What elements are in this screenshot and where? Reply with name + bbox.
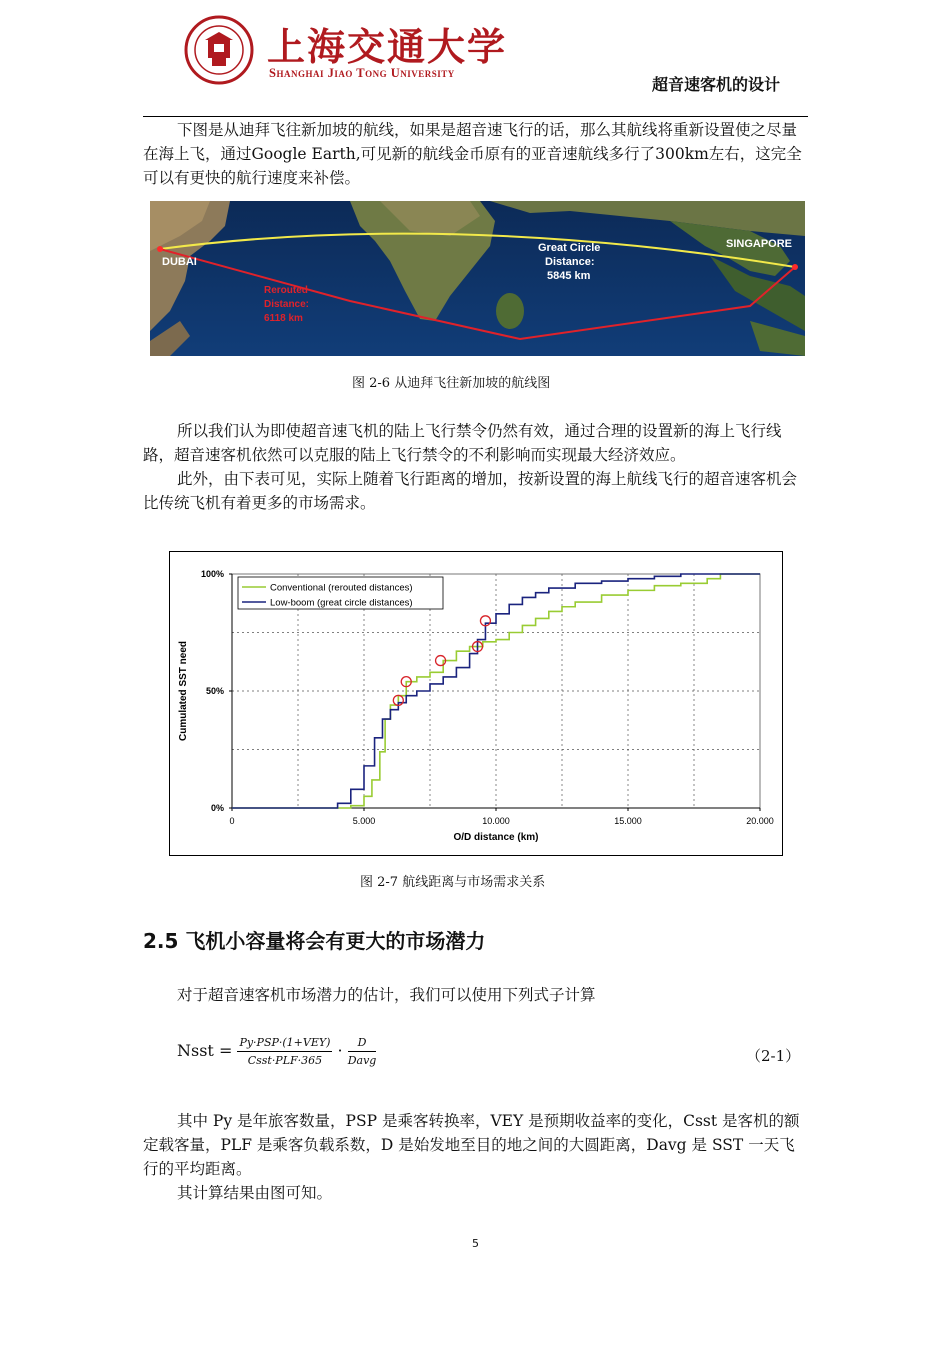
formula-numerator-1: Py·PSP·(1+VEY) bbox=[237, 1036, 332, 1052]
formula-numerator-2: D bbox=[348, 1036, 377, 1052]
formula-fraction-2 bbox=[348, 1036, 377, 1067]
university-name-cn: 上海交通大学 bbox=[267, 24, 508, 69]
formula-dot: · bbox=[337, 1041, 343, 1060]
paragraph-1-text: 下图是从迪拜飞往新加坡的航线，如果是超音速飞行的话，那么其航线将重新设置使之尽量在海上飞，通过Google Earth,可见新的航线金币原有的亚音速航线多行了300km左右，这完全可以有更快的航行速度来补偿。 bbox=[143, 121, 802, 187]
legend-label-1: Conventional (rerouted distances) bbox=[270, 582, 413, 594]
route-map-figure bbox=[150, 201, 805, 356]
x-tick-label: 20.000 bbox=[746, 816, 774, 826]
paragraph-5 bbox=[143, 1109, 808, 1205]
chart-canvas bbox=[170, 552, 782, 855]
section-title: 2.5 飞机小容量将会有更大的市场潜力 bbox=[143, 929, 486, 953]
formula-denominator-2: Davg bbox=[347, 1054, 377, 1067]
header-rule bbox=[143, 116, 808, 117]
y-axis-label: Cumulated SST need bbox=[178, 640, 189, 742]
map-great-circle-line3: 5845 km bbox=[547, 270, 591, 282]
paragraph-3-text: 此外，由下表可见，实际上随着飞行距离的增加，按新设置的海上航线飞行的超音速客机会比传统飞机有着更多的市场需求。 bbox=[143, 470, 798, 512]
formula-denominator-1: Csst·PLF·365 bbox=[247, 1054, 323, 1067]
legend-label-2: Low-boom (great circle distances) bbox=[270, 597, 413, 609]
formula-2-1 bbox=[177, 1036, 376, 1067]
map-great-circle-line2: Distance: bbox=[545, 256, 595, 268]
paragraph-6-text: 其计算结果由图可知。 bbox=[177, 1184, 333, 1202]
paragraph-1 bbox=[143, 118, 808, 190]
map-rerouted-line3: 6118 km bbox=[264, 313, 303, 324]
x-tick-label: 0 bbox=[229, 816, 235, 826]
y-tick-label: 0% bbox=[210, 803, 224, 813]
formula-lhs: Nsst = bbox=[177, 1041, 233, 1060]
y-tick-label: 50% bbox=[205, 686, 224, 696]
paragraph-2-text: 所以我们认为即使超音速飞机的陆上飞行禁令仍然有效，通过合理的设置新的海上飞行线路，超音速客机依然可以克服的陆上飞行禁令的不利影响而实现最大经济效应。 bbox=[143, 422, 782, 464]
page-number: 5 bbox=[472, 1237, 479, 1250]
map-label-dubai: DUBAI bbox=[162, 256, 197, 268]
figure-2-6-caption: 图 2-6 从迪拜飞往新加坡的航线图 bbox=[352, 376, 551, 391]
x-tick-label: 5.000 bbox=[352, 816, 376, 826]
paragraph-2 bbox=[143, 419, 808, 515]
paragraph-4-text: 对于超音速客机市场潜力的估计，我们可以使用下列式子计算 bbox=[177, 986, 596, 1004]
formula-number: （2-1） bbox=[746, 1047, 801, 1065]
sst-need-chart bbox=[169, 551, 783, 856]
figure-2-7-caption: 图 2-7 航线距离与市场需求关系 bbox=[360, 875, 546, 890]
formula-fraction-1 bbox=[237, 1036, 332, 1067]
map-rerouted-line2: Distance: bbox=[264, 299, 310, 310]
x-tick-label: 10.000 bbox=[482, 816, 510, 826]
map-rerouted-line1: Rerouted bbox=[264, 285, 308, 296]
university-name-en: Shanghai Jiao Tong University bbox=[269, 66, 455, 80]
university-logo bbox=[183, 14, 508, 86]
x-axis-label: O/D distance (km) bbox=[453, 832, 539, 843]
map-great-circle-line1: Great Circle bbox=[538, 242, 601, 254]
x-tick-label: 15.000 bbox=[614, 816, 642, 826]
paragraph-4 bbox=[143, 983, 808, 1007]
university-seal-icon bbox=[183, 14, 255, 86]
route-map bbox=[150, 201, 805, 356]
y-tick-label: 100% bbox=[200, 569, 224, 579]
paragraph-5-text: 其中 Py 是年旅客数量，PSP 是乘客转换率，VEY 是预期收益率的变化，Csst 是客机的额定载客量，PLF 是乘客负载系数，D 是始发地至目的地之间的大圆距离，Davg 是 SST 一天飞行的平均距离。 bbox=[143, 1112, 800, 1178]
document-title: 超音速客机的设计 bbox=[652, 75, 781, 94]
map-label-singapore: SINGAPORE bbox=[726, 238, 793, 250]
